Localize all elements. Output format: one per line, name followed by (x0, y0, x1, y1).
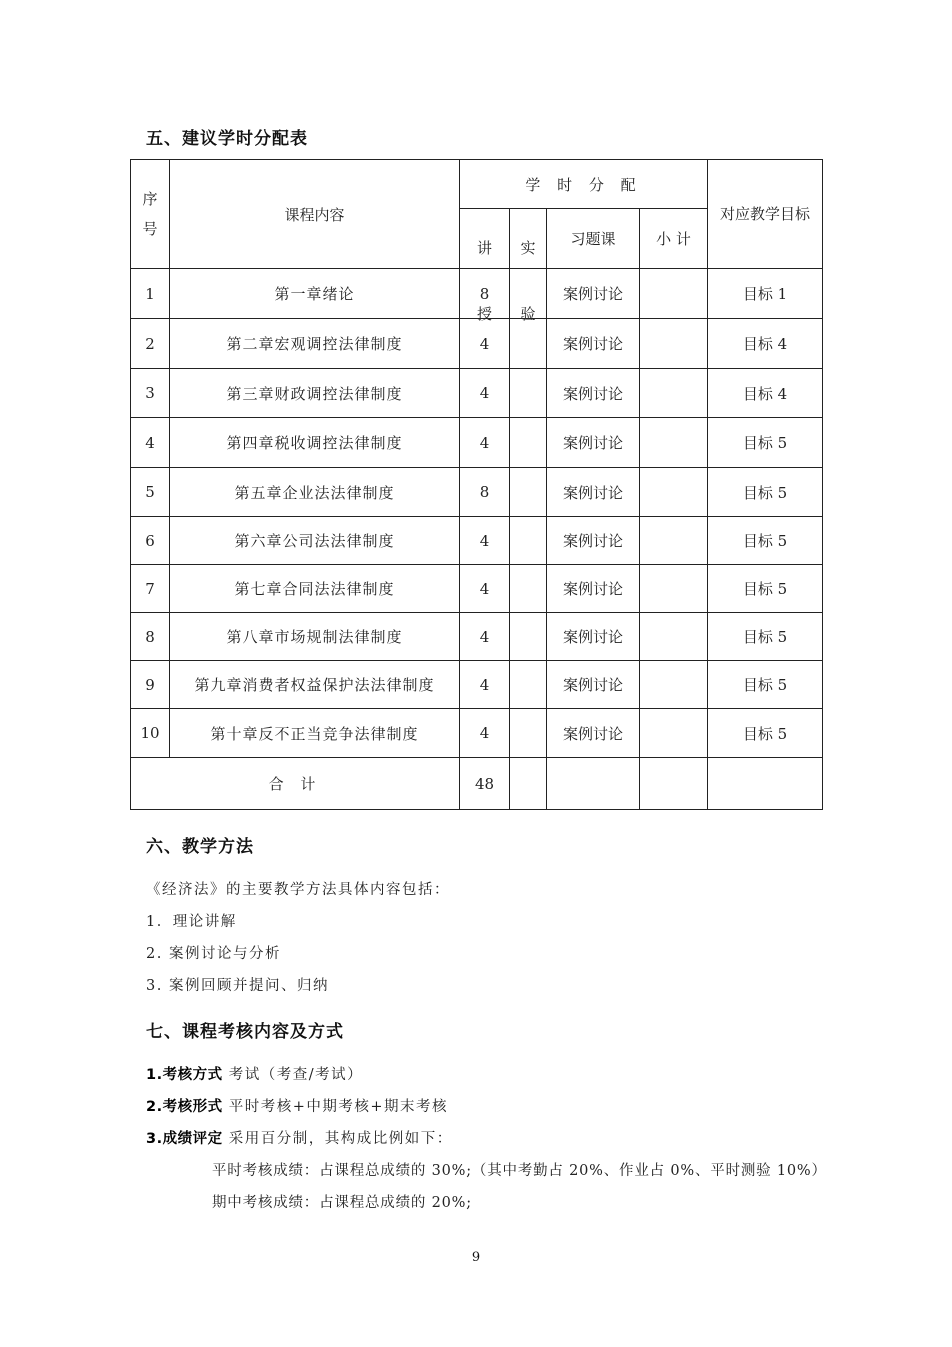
table-row (131, 565, 823, 613)
row-subtotal (640, 418, 708, 468)
section-5-title: 五、建议学时分配表 (146, 129, 308, 149)
row-practice (510, 517, 547, 565)
row-exercise: 案例讨论 (547, 565, 640, 613)
row-lecture: 4 (460, 517, 510, 565)
page-number: 9 (471, 1250, 481, 1265)
row-subtotal (640, 319, 708, 369)
row-goal: 目标 5 (708, 613, 823, 661)
table-row (131, 661, 823, 709)
method-item-1: 1．理论讲解 (146, 914, 237, 930)
row-lecture: 4 (460, 709, 510, 758)
header-lecture: 讲授 (460, 209, 510, 269)
row-content: 第四章税收调控法律制度 (170, 418, 460, 468)
row-practice (510, 565, 547, 613)
total-exercise (547, 758, 640, 810)
row-exercise: 案例讨论 (547, 369, 640, 418)
row-subtotal (640, 269, 708, 319)
section-7-title: 七、课程考核内容及方式 (146, 1022, 344, 1042)
row-practice (510, 613, 547, 661)
row-number: 3 (131, 369, 170, 418)
section-6-title: 六、教学方法 (146, 837, 254, 857)
total-row (131, 758, 823, 810)
hours-allocation-table (130, 159, 823, 810)
row-goal: 目标 5 (708, 565, 823, 613)
table-row (131, 613, 823, 661)
row-lecture: 4 (460, 418, 510, 468)
row-goal: 目标 4 (708, 319, 823, 369)
row-number: 4 (131, 418, 170, 468)
header-seq: 序号 (131, 160, 170, 269)
assessment-method-text: 考试（考查/考试） (228, 1067, 364, 1083)
total-practice (510, 758, 547, 810)
row-content: 第三章财政调控法律制度 (170, 369, 460, 418)
row-goal: 目标 5 (708, 468, 823, 517)
row-subtotal (640, 565, 708, 613)
row-number: 10 (131, 709, 170, 758)
method-item-3: 3. 案例回顾并提问、归纳 (146, 978, 329, 994)
row-practice (510, 661, 547, 709)
row-subtotal (640, 661, 708, 709)
row-content: 第十章反不正当竞争法律制度 (170, 709, 460, 758)
row-subtotal (640, 709, 708, 758)
row-lecture: 4 (460, 613, 510, 661)
row-subtotal (640, 369, 708, 418)
header-content: 课程内容 (170, 160, 460, 269)
row-number: 5 (131, 468, 170, 517)
total-subtotal (640, 758, 708, 810)
row-number: 7 (131, 565, 170, 613)
row-lecture: 4 (460, 661, 510, 709)
method-intro: 《经济法》的主要教学方法具体内容包括： (146, 882, 450, 898)
table-row (131, 369, 823, 418)
header-goal: 对应教学目标 (708, 160, 823, 269)
row-content: 第八章市场规制法律制度 (170, 613, 460, 661)
method-item-2: 2. 案例讨论与分析 (146, 946, 281, 962)
row-content: 第九章消费者权益保护法法律制度 (170, 661, 460, 709)
row-goal: 目标 5 (708, 709, 823, 758)
row-content: 第五章企业法法律制度 (170, 468, 460, 517)
row-number: 1 (131, 269, 170, 319)
row-number: 9 (131, 661, 170, 709)
grade-mid: 期中考核成绩：占课程总成绩的 20%; (212, 1195, 472, 1211)
row-number: 2 (131, 319, 170, 369)
row-subtotal (640, 468, 708, 517)
row-practice (510, 418, 547, 468)
table-row (131, 517, 823, 565)
row-exercise: 案例讨论 (547, 468, 640, 517)
row-exercise: 案例讨论 (547, 319, 640, 369)
grade-usual: 平时考核成绩：占课程总成绩的 30%;（其中考勤占 20%、作业占 0%、平时测验 10%） (212, 1163, 827, 1179)
assessment-method-label: 1.考核方式 (146, 1067, 223, 1083)
row-content: 第二章宏观调控法律制度 (170, 319, 460, 369)
grading-text: 采用百分制，其构成比例如下： (228, 1131, 453, 1147)
row-practice (510, 369, 547, 418)
grading-label: 3.成绩评定 (146, 1131, 223, 1147)
row-lecture: 8 (460, 468, 510, 517)
row-lecture: 4 (460, 319, 510, 369)
row-exercise: 案例讨论 (547, 709, 640, 758)
row-practice (510, 468, 547, 517)
row-exercise: 案例讨论 (547, 661, 640, 709)
row-goal: 目标 5 (708, 517, 823, 565)
row-subtotal (640, 613, 708, 661)
row-practice (510, 709, 547, 758)
row-goal: 目标 4 (708, 369, 823, 418)
row-content: 第六章公司法法律制度 (170, 517, 460, 565)
row-subtotal (640, 517, 708, 565)
table-row (131, 468, 823, 517)
assessment-method (146, 1063, 363, 1084)
row-exercise: 案例讨论 (547, 613, 640, 661)
row-exercise: 案例讨论 (547, 517, 640, 565)
total-goal (708, 758, 823, 810)
row-goal: 目标 5 (708, 661, 823, 709)
header-exercise: 习题课 (547, 209, 640, 269)
assessment-form-label: 2.考核形式 (146, 1099, 223, 1115)
assessment-form-text: 平时考核+中期考核+期末考核 (228, 1099, 449, 1115)
row-exercise: 案例讨论 (547, 269, 640, 319)
row-content: 第七章合同法法律制度 (170, 565, 460, 613)
row-exercise: 案例讨论 (547, 418, 640, 468)
total-label: 合 计 (131, 758, 460, 810)
table-row (131, 709, 823, 758)
row-lecture: 8 (460, 269, 510, 319)
assessment-form (146, 1095, 448, 1116)
row-number: 8 (131, 613, 170, 661)
total-lecture: 48 (460, 758, 510, 810)
row-number: 6 (131, 517, 170, 565)
row-goal: 目标 5 (708, 418, 823, 468)
row-lecture: 4 (460, 369, 510, 418)
header-subtotal: 小 计 (640, 209, 708, 269)
header-practice: 实验 (510, 209, 547, 269)
table-row (131, 418, 823, 468)
grading (146, 1127, 453, 1148)
row-content: 第一章绪论 (170, 269, 460, 319)
row-goal: 目标 1 (708, 269, 823, 319)
row-lecture: 4 (460, 565, 510, 613)
header-hours: 学 时 分 配 (460, 160, 708, 209)
